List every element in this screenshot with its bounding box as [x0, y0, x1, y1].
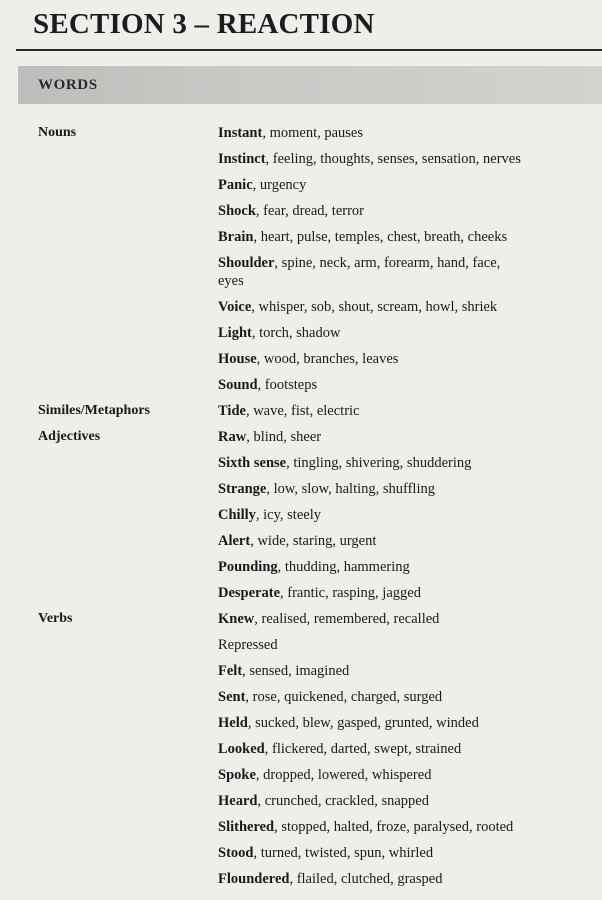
headword: Knew — [218, 611, 255, 627]
word-list — [218, 532, 528, 550]
word-list — [218, 150, 528, 168]
related-words: , wave, fist, electric — [245, 403, 360, 419]
headword: Panic — [218, 177, 253, 193]
related-words: , torch, shadow — [251, 325, 341, 341]
word-list — [218, 124, 528, 142]
word-list — [218, 506, 528, 524]
word-list — [218, 558, 528, 576]
related-words: , flickered, darted, swept, strained — [264, 741, 462, 757]
headword: House — [218, 351, 257, 367]
headword: Sixth sense — [218, 455, 287, 471]
word-list — [218, 662, 528, 680]
word-list — [218, 376, 528, 394]
headword: Held — [218, 715, 248, 731]
table-row — [0, 225, 602, 251]
related-words: , tingling, shivering, shuddering — [286, 455, 472, 471]
word-list — [218, 324, 528, 342]
headword: Floundered — [218, 871, 290, 887]
headword: Chilly — [218, 507, 256, 523]
related-words: , fear, dread, terror — [255, 203, 364, 219]
related-words: Repressed — [218, 637, 278, 653]
table-row — [0, 399, 602, 425]
word-list — [218, 688, 528, 706]
headword: Light — [218, 325, 252, 341]
related-words: , heart, pulse, temples, chest, breath, cheeks — [253, 229, 508, 245]
headword: Felt — [218, 663, 243, 679]
related-words: , frantic, rasping, jagged — [280, 585, 421, 601]
word-list — [218, 740, 528, 758]
category-label: Nouns — [38, 125, 77, 140]
word-list — [218, 766, 528, 784]
headword: Voice — [218, 299, 252, 315]
word-list — [218, 480, 528, 498]
word-list — [218, 584, 528, 602]
word-list — [218, 610, 528, 628]
headword: Pounding — [218, 559, 278, 575]
related-words: , realised, remembered, recalled — [254, 611, 440, 627]
table-row — [0, 173, 602, 199]
table-row — [0, 199, 602, 225]
word-list — [218, 228, 528, 246]
related-words: , feeling, thoughts, senses, sensation, nerves — [265, 151, 521, 167]
category-label: Similes/Metaphors — [38, 403, 150, 418]
table-row — [0, 555, 602, 581]
related-words: , wide, staring, urgent — [250, 533, 377, 549]
word-list — [218, 844, 528, 862]
title-divider — [16, 49, 602, 51]
table-row — [0, 789, 602, 815]
related-words: , moment, pauses — [262, 125, 364, 141]
table-row — [0, 321, 602, 347]
related-words: , rose, quickened, charged, surged — [245, 689, 443, 705]
headword: Shoulder — [218, 255, 275, 271]
headword: Heard — [218, 793, 258, 809]
headword: Sent — [218, 689, 246, 705]
headword: Stood — [218, 845, 254, 861]
headword: Brain — [218, 229, 254, 245]
table-row — [0, 685, 602, 711]
word-table — [0, 121, 602, 893]
table-row — [0, 815, 602, 841]
related-words: , dropped, lowered, whispered — [255, 767, 432, 783]
table-row — [0, 451, 602, 477]
table-row — [0, 711, 602, 737]
word-list — [218, 202, 528, 220]
related-words: , whisper, sob, shout, scream, howl, shriek — [251, 299, 498, 315]
table-row — [0, 121, 602, 147]
table-row — [0, 147, 602, 173]
table-row — [0, 477, 602, 503]
headword: Desperate — [218, 585, 281, 601]
headword: Instinct — [218, 151, 266, 167]
word-list — [218, 792, 528, 810]
related-words: , stopped, halted, froze, paralysed, rooted — [274, 819, 514, 835]
table-row — [0, 425, 602, 451]
word-list — [218, 254, 528, 290]
table-row — [0, 251, 602, 295]
word-list — [218, 818, 528, 836]
related-words: , thudding, hammering — [277, 559, 410, 575]
word-list — [218, 428, 528, 446]
headword: Sound — [218, 377, 258, 393]
related-words: , sensed, imagined — [242, 663, 350, 679]
headword: Strange — [218, 481, 267, 497]
table-row — [0, 295, 602, 321]
table-row — [0, 529, 602, 555]
word-list — [218, 298, 528, 316]
word-list — [218, 402, 528, 420]
headword: Slithered — [218, 819, 275, 835]
category-label: Verbs — [38, 611, 73, 626]
table-row — [0, 841, 602, 867]
related-words: , blind, sheer — [246, 429, 322, 445]
category-label: Adjectives — [38, 429, 101, 444]
table-row — [0, 347, 602, 373]
table-row — [0, 659, 602, 685]
band-label: WORDS — [38, 77, 98, 93]
related-words: , wood, branches, leaves — [256, 351, 399, 367]
word-list — [218, 176, 528, 194]
table-row — [0, 633, 602, 659]
word-list — [218, 636, 528, 654]
related-words: , urgency — [252, 177, 307, 193]
section-band — [18, 66, 602, 104]
related-words: , crunched, crackled, snapped — [257, 793, 429, 809]
table-row — [0, 373, 602, 399]
related-words: , spine, neck, arm, forearm, hand, face, eyes — [218, 255, 501, 289]
related-words: , icy, steely — [255, 507, 321, 523]
headword: Spoke — [218, 767, 256, 783]
word-list — [218, 350, 528, 368]
word-list — [218, 714, 528, 732]
word-list — [218, 870, 528, 888]
headword: Tide — [218, 403, 246, 419]
table-row — [0, 503, 602, 529]
headword: Alert — [218, 533, 251, 549]
page-title: SECTION 3 – REACTION — [33, 8, 375, 40]
table-row — [0, 763, 602, 789]
related-words: , low, slow, halting, shuffling — [266, 481, 435, 497]
table-row — [0, 867, 602, 893]
table-row — [0, 737, 602, 763]
related-words: , sucked, blew, gasped, grunted, winded — [247, 715, 479, 731]
related-words: , flailed, clutched, grasped — [289, 871, 443, 887]
headword: Shock — [218, 203, 256, 219]
word-list — [218, 454, 528, 472]
headword: Raw — [218, 429, 247, 445]
table-row — [0, 607, 602, 633]
table-row — [0, 581, 602, 607]
related-words: , footsteps — [257, 377, 318, 393]
related-words: , turned, twisted, spun, whirled — [253, 845, 434, 861]
headword: Looked — [218, 741, 265, 757]
headword: Instant — [218, 125, 263, 141]
